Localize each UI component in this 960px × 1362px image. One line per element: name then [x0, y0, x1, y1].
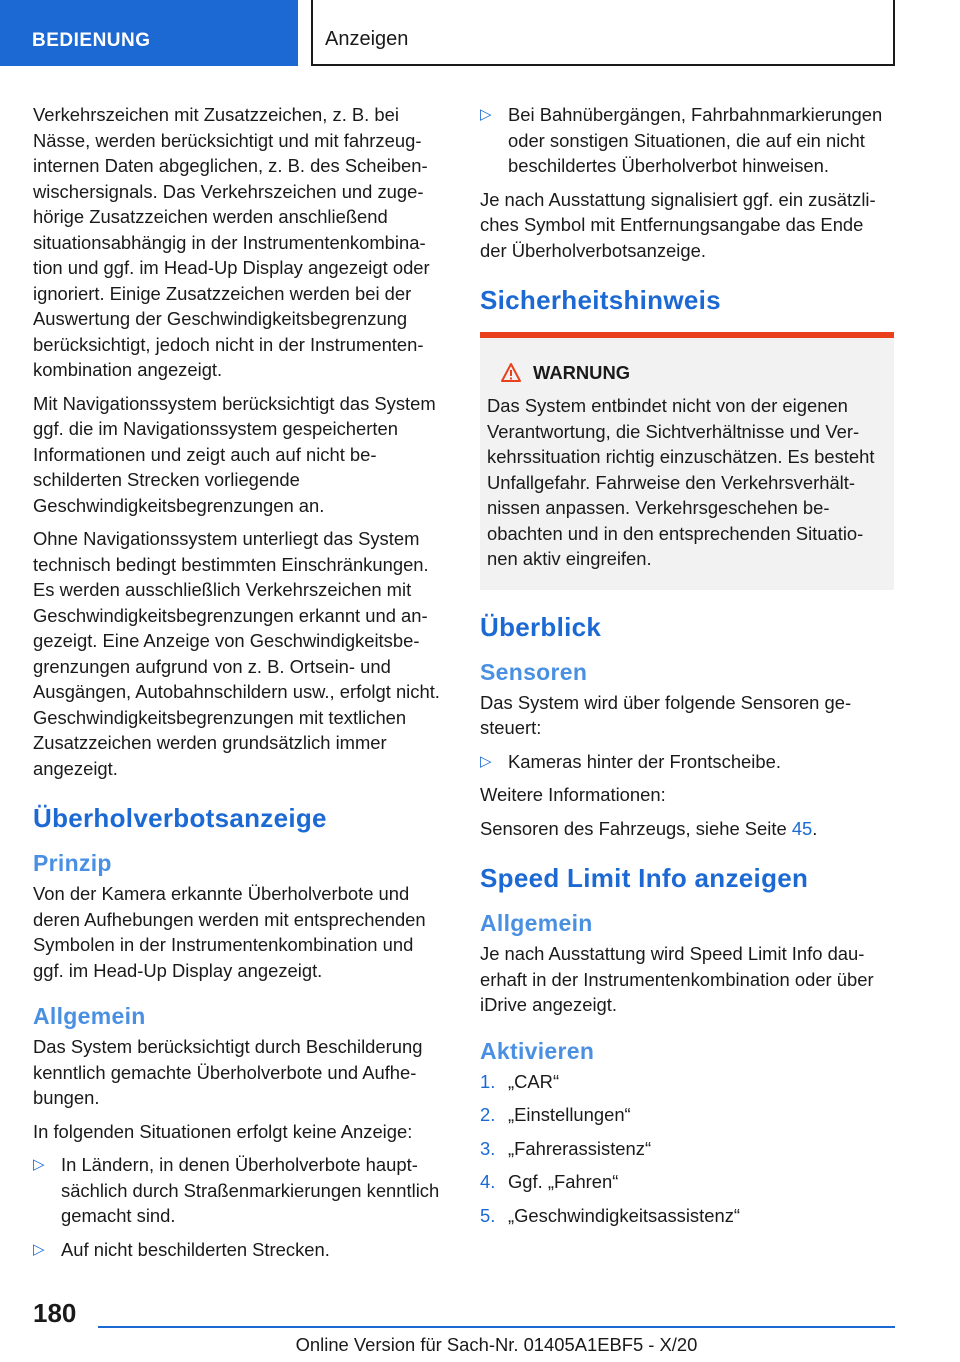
warning-text: Das System entbindet nicht von der eigenen Verantwortung, die Sichtverhältnisse und Verkehrssituation richtig einzuschätzen. Es besteht Unfallgefahr. Fahrweise den Verkehrsverhältnissen anpassen. Verkehrsgeschehen beobachten und in den entsprechenden Situationen aktiv eingreifen. [487, 395, 875, 569]
cross-reference-text: Sensoren des Fahrzeugs, siehe Seite [480, 817, 792, 839]
paragraph: Mit Navigationssystem berücksichtigt das System ggf. die im Navigationssystem gespeicherten Informationen und zeigt auch auf nicht beschilderten Strecken vorliegende Geschwindigkeitsbegrenzungen an. [33, 392, 436, 516]
warning-triangle-icon [501, 363, 521, 382]
warning-header [487, 360, 886, 385]
list-item [33, 1152, 447, 1229]
triangle-bullet-icon: ▷ [480, 752, 492, 770]
list-item [480, 1169, 894, 1195]
heading-speed-limit-info: Speed Limit Info anzeigen [480, 863, 809, 893]
heading-sicherheitshinweis: Sicherheitshinweis [480, 285, 721, 315]
heading-ueberblick: Überblick [480, 611, 602, 642]
section-tab: BEDIENUNG [0, 0, 298, 66]
triangle-bullet-icon: ▷ [480, 106, 492, 123]
heading-aktivieren: Aktivieren [480, 1037, 595, 1064]
triangle-bullet-icon: ▷ [33, 1240, 45, 1258]
heading-sensoren: Sensoren [480, 658, 588, 685]
footer-online-version: Online Version für Sach-Nr. 01405A1EBF5 - X/20 [295, 1334, 698, 1355]
footer-divider [98, 1326, 895, 1328]
right-column [480, 102, 894, 1236]
list-item [480, 1102, 894, 1128]
heading-ueberholverbotsanzeige: Überholverbotsanzeige [33, 803, 327, 833]
triangle-bullet-icon: ▷ [33, 1156, 45, 1173]
list-item [480, 1069, 894, 1095]
heading-prinzip: Prinzip [33, 850, 112, 876]
paragraph: Je nach Ausstattung signalisiert ggf. ein zusätzliches Symbol mit Entfernungsangabe das Ende der Überholverbotsanzeige. [480, 188, 876, 261]
left-column [33, 102, 447, 1270]
step-number: 4. [480, 1171, 496, 1192]
step-number: 5. [480, 1204, 496, 1226]
list-item [480, 1136, 894, 1162]
list-item [480, 102, 894, 179]
step-number: 1. [480, 1070, 496, 1092]
page-title: Anzeigen [325, 28, 409, 50]
step-text: „Einstellungen“ [508, 1104, 631, 1125]
paragraph: Weitere Informationen: [480, 784, 666, 805]
list-item [33, 1237, 447, 1263]
page-number: 180 [33, 1298, 77, 1328]
paragraph: Von der Kamera erkannte Überholverbote und deren Aufhebungen werden mit entsprechenden Symbolen in der Instrumentenkombination und ggf. im Head-Up Display angezeigt. [33, 883, 426, 981]
list-item-text: In Ländern, in denen Überholverbote hauptsächlich durch Straßenmarkierungen kenntlich gemacht sind. [61, 1154, 440, 1226]
paragraph: Das System berücksichtigt durch Beschilderung kenntlich gemachte Überholverbote und Aufhebungen. [33, 1036, 423, 1108]
step-number: 3. [480, 1137, 496, 1159]
list-item [480, 1203, 894, 1229]
step-text: Ggf. „Fahren“ [508, 1171, 619, 1192]
paragraph: Ohne Navigationssystem unterliegt das System technisch bedingt bestimmten Einschränkungen. Es werden ausschließlich Verkehrszeichen mit Geschwindigkeitsbegrenzungen erkannt und angezeigt. Eine Anzeige von Geschwindigkeitsbegrenzungen aufgrund von z. B. Ortsein- und Ausgängen, Autobahnschildern usw., erfolgt nicht. Geschwindigkeitsbegrenzungen mit textlichen Zusatzzeichen werden grundsätzlich immer angezeigt. [33, 528, 440, 779]
list-item [480, 749, 894, 775]
step-text: „Fahrerassistenz“ [508, 1137, 652, 1159]
heading-allgemein: Allgemein [33, 1003, 146, 1029]
heading-allgemein: Allgemein [480, 910, 593, 936]
paragraph: In folgenden Situationen erfolgt keine Anzeige: [33, 1120, 413, 1142]
paragraph: Verkehrszeichen mit Zusatzzeichen, z. B. bei Nässe, werden berücksichtigt und mit fahrzeuginternen Daten abgeglichen, z. B. des Scheibenwischersignals. Das Verkehrszeichen und zugehörige Zusatzzeichen werden anschließend situationsabhängig in der Instrumentenkombination und ggf. im Head-Up Display angezeigt oder ignoriert. Einige Zusatzzeichen werden bei der Auswertung der Geschwindigkeitsbegrenzung berücksichtigt, jedoch nicht in der Instrumentenkombination angezeigt. [33, 104, 430, 380]
warning-box [480, 332, 894, 590]
page-link[interactable]: 45 [791, 817, 813, 839]
paragraph: Das System wird über folgende Sensoren gesteuert: [480, 691, 852, 738]
list-item-text: Kameras hinter der Frontscheibe. [508, 750, 781, 772]
step-number: 2. [480, 1104, 496, 1125]
step-text: „CAR“ [508, 1070, 560, 1092]
list-item-text: Bei Bahnübergängen, Fahrbahnmarkierungen oder sonstigen Situationen, die auf ein nicht beschildertes Überholverbot hinweisen. [508, 104, 883, 176]
warning-label: WARNUNG [533, 362, 631, 383]
paragraph: Je nach Ausstattung wird Speed Limit Info dauerhaft in der Instrumentenkombination oder über iDrive angezeigt. [480, 943, 874, 1015]
cross-reference [480, 816, 894, 842]
list-item-text: Auf nicht beschilderten Strecken. [61, 1238, 330, 1260]
cross-reference-suffix: . [812, 817, 818, 839]
step-text: „Geschwindigkeitsassistenz“ [508, 1204, 741, 1226]
